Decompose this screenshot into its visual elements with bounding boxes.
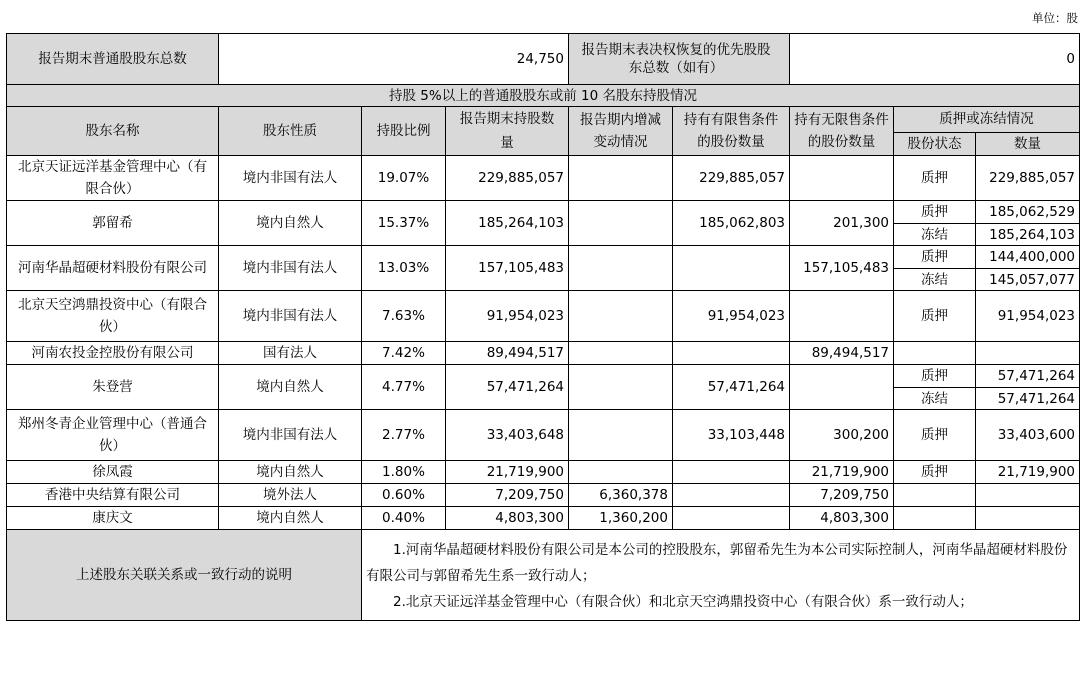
shareholder-nature: 境外法人 [219, 484, 362, 507]
preferred-holders-label: 报告期末表决权恢复的优先股股东总数（如有） [569, 34, 790, 85]
restricted-shares [673, 246, 790, 291]
total-holders-value: 24,750 [219, 34, 569, 85]
restricted-shares [673, 507, 790, 530]
holding-ratio: 2.77% [362, 410, 446, 461]
shareholder-nature: 境内自然人 [219, 461, 362, 484]
holding-ratio: 0.60% [362, 484, 446, 507]
header-unrestricted: 持有无限售条件的股份数量 [790, 107, 894, 156]
holding-change [569, 365, 673, 410]
shareholder-nature: 境内非国有法人 [219, 291, 362, 342]
shareholder-nature: 境内非国有法人 [219, 156, 362, 201]
shareholder-nature: 国有法人 [219, 342, 362, 365]
unrestricted-shares [790, 365, 894, 410]
pledge-quantity: 91,954,023 [976, 291, 1080, 342]
pledge-status: 冻结 [894, 269, 976, 291]
shareholder-name: 徐凤霞 [7, 461, 219, 484]
restricted-shares [673, 461, 790, 484]
restricted-shares: 91,954,023 [673, 291, 790, 342]
holding-amount: 185,264,103 [446, 201, 569, 246]
restricted-shares: 185,062,803 [673, 201, 790, 246]
note-label: 上述股东关联关系或一致行动的说明 [7, 530, 362, 621]
holding-change [569, 156, 673, 201]
restricted-shares: 229,885,057 [673, 156, 790, 201]
pledge-quantity: 144,400,000 [976, 246, 1080, 269]
pledge-quantity [976, 342, 1080, 365]
section-title: 持股 5%以上的普通股股东或前 10 名股东持股情况 [7, 85, 1080, 107]
shareholder-row [7, 484, 1080, 507]
shareholder-nature: 境内非国有法人 [219, 246, 362, 291]
pledge-quantity [976, 507, 1080, 530]
holding-amount: 33,403,648 [446, 410, 569, 461]
pledge-status: 质押 [894, 291, 976, 342]
header-change: 报告期内增减变动情况 [569, 107, 673, 156]
note-paragraph-2: 2.北京天证远洋基金管理中心（有限合伙）和北京天空鸿鼎投资中心（有限合伙）系一致行动人； [393, 594, 973, 610]
pledge-status: 质押 [894, 461, 976, 484]
shareholder-name: 郭留希 [7, 201, 219, 246]
pledge-quantity: 33,403,600 [976, 410, 1080, 461]
pledge-status: 质押 [894, 410, 976, 461]
holding-amount: 21,719,900 [446, 461, 569, 484]
holding-ratio: 19.07% [362, 156, 446, 201]
pledge-status: 质押 [894, 365, 976, 388]
shareholder-table [6, 33, 1080, 621]
holding-change [569, 410, 673, 461]
holding-amount: 7,209,750 [446, 484, 569, 507]
header-nature: 股东性质 [219, 107, 362, 156]
unrestricted-shares [790, 156, 894, 201]
shareholder-nature: 境内自然人 [219, 201, 362, 246]
unrestricted-shares: 89,494,517 [790, 342, 894, 365]
shareholder-name: 香港中央结算有限公司 [7, 484, 219, 507]
holding-ratio: 0.40% [362, 507, 446, 530]
note-paragraph-1: 1.河南华晶超硬材料股份有限公司是本公司的控股股东，郭留希先生为本公司实际控制人，河南华晶超硬材料股份有限公司与郭留希先生系一致行动人； [366, 542, 1068, 584]
section-title-row [7, 85, 1080, 107]
total-holders-label: 报告期末普通股股东总数 [7, 34, 219, 85]
unrestricted-shares: 4,803,300 [790, 507, 894, 530]
holding-amount: 91,954,023 [446, 291, 569, 342]
shareholder-nature: 境内非国有法人 [219, 410, 362, 461]
note-content [362, 530, 1080, 621]
shareholder-name: 河南农投金控股份有限公司 [7, 342, 219, 365]
holding-ratio: 1.80% [362, 461, 446, 484]
restricted-shares [673, 484, 790, 507]
unit-label: 单位：股 [1032, 11, 1078, 25]
shareholder-name: 康庆文 [7, 507, 219, 530]
holding-amount: 89,494,517 [446, 342, 569, 365]
pledge-quantity: 185,264,103 [976, 224, 1080, 246]
holding-amount: 229,885,057 [446, 156, 569, 201]
holding-ratio: 4.77% [362, 365, 446, 410]
shareholder-row [7, 461, 1080, 484]
unrestricted-shares: 157,105,483 [790, 246, 894, 291]
shareholder-row [7, 507, 1080, 530]
header-restricted: 持有有限售条件的股份数量 [673, 107, 790, 156]
header-pledge: 质押或冻结情况 [894, 107, 1080, 133]
pledge-status [894, 484, 976, 507]
shareholder-row [7, 201, 1080, 224]
holding-ratio: 7.42% [362, 342, 446, 365]
shareholder-name: 北京天空鸿鼎投资中心（有限合伙） [7, 291, 219, 342]
unrestricted-shares: 7,209,750 [790, 484, 894, 507]
holding-amount: 57,471,264 [446, 365, 569, 410]
pledge-quantity: 57,471,264 [976, 365, 1080, 388]
header-qty: 数量 [976, 132, 1080, 155]
unrestricted-shares [790, 291, 894, 342]
holding-change [569, 342, 673, 365]
holding-change [569, 291, 673, 342]
shareholder-row [7, 365, 1080, 388]
holding-ratio: 15.37% [362, 201, 446, 246]
holding-amount: 4,803,300 [446, 507, 569, 530]
pledge-status: 质押 [894, 201, 976, 224]
pledge-quantity: 229,885,057 [976, 156, 1080, 201]
pledge-status: 冻结 [894, 388, 976, 410]
pledge-status [894, 342, 976, 365]
summary-row [7, 34, 1080, 85]
holding-ratio: 7.63% [362, 291, 446, 342]
pledge-quantity: 185,062,529 [976, 201, 1080, 224]
pledge-status [894, 507, 976, 530]
preferred-holders-value: 0 [790, 34, 1080, 85]
restricted-shares: 57,471,264 [673, 365, 790, 410]
holding-change [569, 201, 673, 246]
header-row-1 [7, 107, 1080, 133]
shareholder-row [7, 291, 1080, 342]
unrestricted-shares: 21,719,900 [790, 461, 894, 484]
holding-amount: 157,105,483 [446, 246, 569, 291]
header-name: 股东名称 [7, 107, 219, 156]
header-status: 股份状态 [894, 132, 976, 155]
holding-change: 6,360,378 [569, 484, 673, 507]
shareholder-row [7, 246, 1080, 269]
shareholder-nature: 境内自然人 [219, 365, 362, 410]
header-ratio: 持股比例 [362, 107, 446, 156]
pledge-status: 质押 [894, 156, 976, 201]
pledge-quantity: 57,471,264 [976, 388, 1080, 410]
restricted-shares [673, 342, 790, 365]
pledge-quantity [976, 484, 1080, 507]
header-amount: 报告期末持股数量 [446, 107, 569, 156]
holding-change [569, 246, 673, 291]
pledge-status: 冻结 [894, 224, 976, 246]
shareholder-nature: 境内自然人 [219, 507, 362, 530]
holding-change [569, 461, 673, 484]
unrestricted-shares: 300,200 [790, 410, 894, 461]
holding-change: 1,360,200 [569, 507, 673, 530]
shareholder-name: 河南华晶超硬材料股份有限公司 [7, 246, 219, 291]
pledge-quantity: 21,719,900 [976, 461, 1080, 484]
shareholder-name: 朱登营 [7, 365, 219, 410]
shareholder-name: 北京天证远洋基金管理中心（有限合伙） [7, 156, 219, 201]
shareholder-name: 郑州冬青企业管理中心（普通合伙） [7, 410, 219, 461]
pledge-quantity: 145,057,077 [976, 269, 1080, 291]
note-row [7, 530, 1080, 621]
shareholder-row [7, 156, 1080, 201]
restricted-shares: 33,103,448 [673, 410, 790, 461]
shareholder-row [7, 342, 1080, 365]
shareholder-row [7, 410, 1080, 461]
holding-ratio: 13.03% [362, 246, 446, 291]
unrestricted-shares: 201,300 [790, 201, 894, 246]
pledge-status: 质押 [894, 246, 976, 269]
